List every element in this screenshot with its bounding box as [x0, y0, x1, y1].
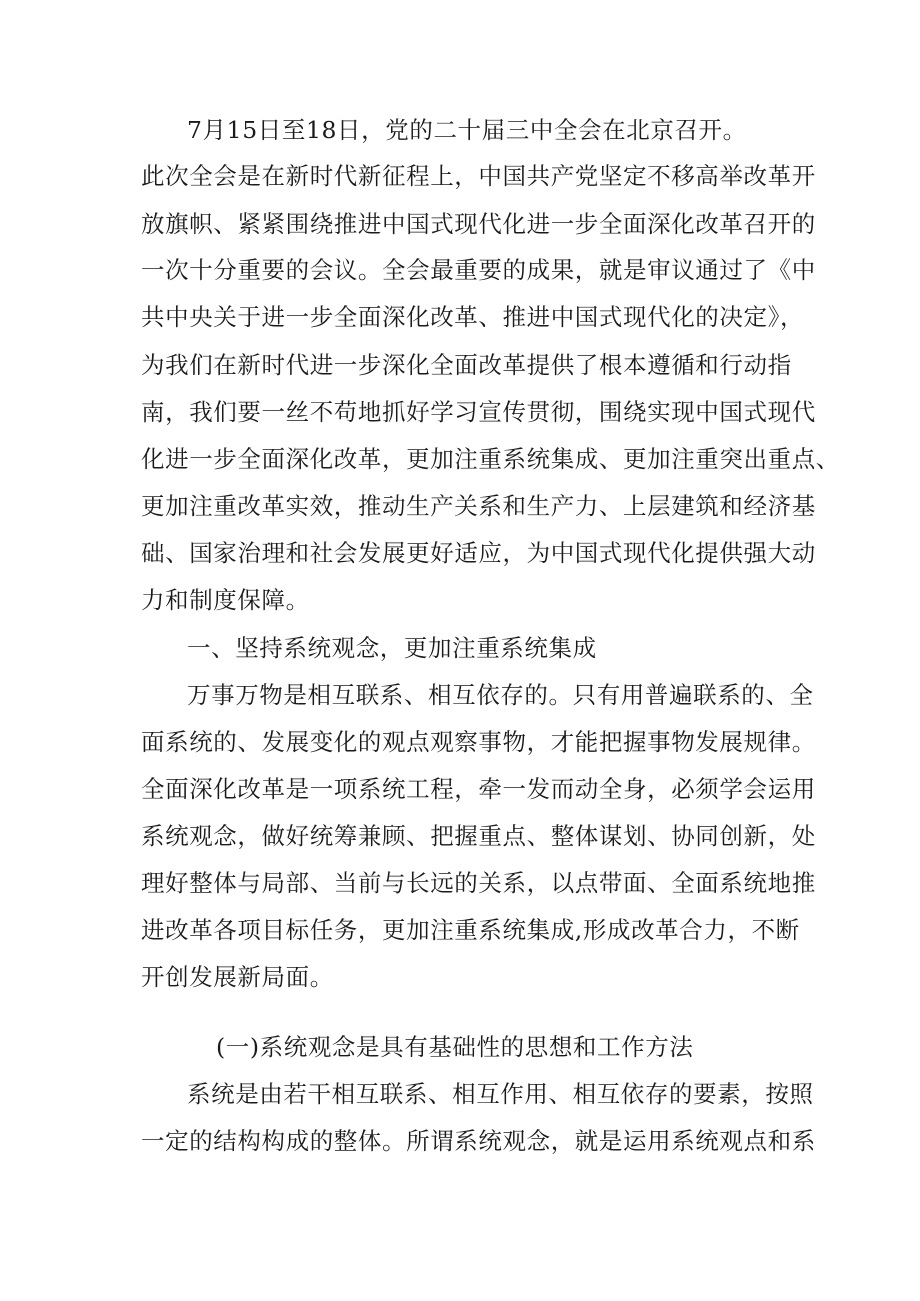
paragraph-line: 共中央关于进一步全面深化改革、推进中国式现代化的决定》， — [141, 303, 805, 331]
paragraph-line: 为我们在新时代进一步深化全面改革提供了根本遵循和行动指 — [141, 351, 792, 379]
paragraph-line: 化进一步全面深化改革，更加注重系统集成、更加注重突出重点、 — [141, 445, 840, 473]
paragraph-line: 全面深化改革是一项系统工程，牵一发而动全身，必须学会运用 — [141, 775, 816, 803]
paragraph-line: 放旗帜、紧紧围绕推进中国式现代化进一步全面深化改革召开的 — [141, 210, 816, 238]
subsection-heading: (一)系统观念是具有基础性的思想和工作方法 — [216, 1033, 694, 1061]
paragraph-line: 力和制度保障。 — [141, 586, 310, 614]
paragraph-line: 7月15日至18日，党的二十届三中全会在北京召开。 — [187, 116, 747, 144]
paragraph-line: 系统是由若干相互联系、相互作用、相互依存的要素，按照 — [187, 1080, 814, 1108]
paragraph-line: 一定的结构构成的整体。所谓系统观念，就是运用系统观点和系 — [141, 1127, 816, 1155]
paragraph-line: 进改革各项目标任务，更加注重系统集成,形成改革合力，不断 — [141, 916, 800, 944]
paragraph-line: 更加注重改革实效，推动生产关系和生产力、上层建筑和经济基 — [141, 492, 816, 520]
paragraph-line: 系统观念，做好统筹兼顾、把握重点、整体谋划、协同创新，处 — [141, 822, 816, 850]
paragraph-line: 一次十分重要的会议。全会最重要的成果，就是审议通过了《中 — [141, 256, 816, 284]
paragraph-line: 础、国家治理和社会发展更好适应，为中国式现代化提供强大动 — [141, 539, 816, 567]
section-heading: 一、坚持系统观念，更加注重系统集成 — [187, 634, 597, 662]
paragraph-line: 开创发展新局面。 — [141, 963, 334, 991]
paragraph-line: 面系统的、发展变化的观点观察事物，才能把握事物发展规律。 — [141, 728, 816, 756]
paragraph-line: 此次全会是在新时代新征程上，中国共产党坚定不移高举改革开 — [141, 162, 816, 190]
paragraph-line: 理好整体与局部、当前与长远的关系，以点带面、全面系统地推 — [141, 869, 816, 897]
paragraph-line: 南，我们要一丝不苟地抓好学习宣传贯彻，围绕实现中国式现代 — [141, 398, 816, 426]
paragraph-line: 万事万物是相互联系、相互依存的。只有用普遍联系的、全 — [187, 681, 814, 709]
